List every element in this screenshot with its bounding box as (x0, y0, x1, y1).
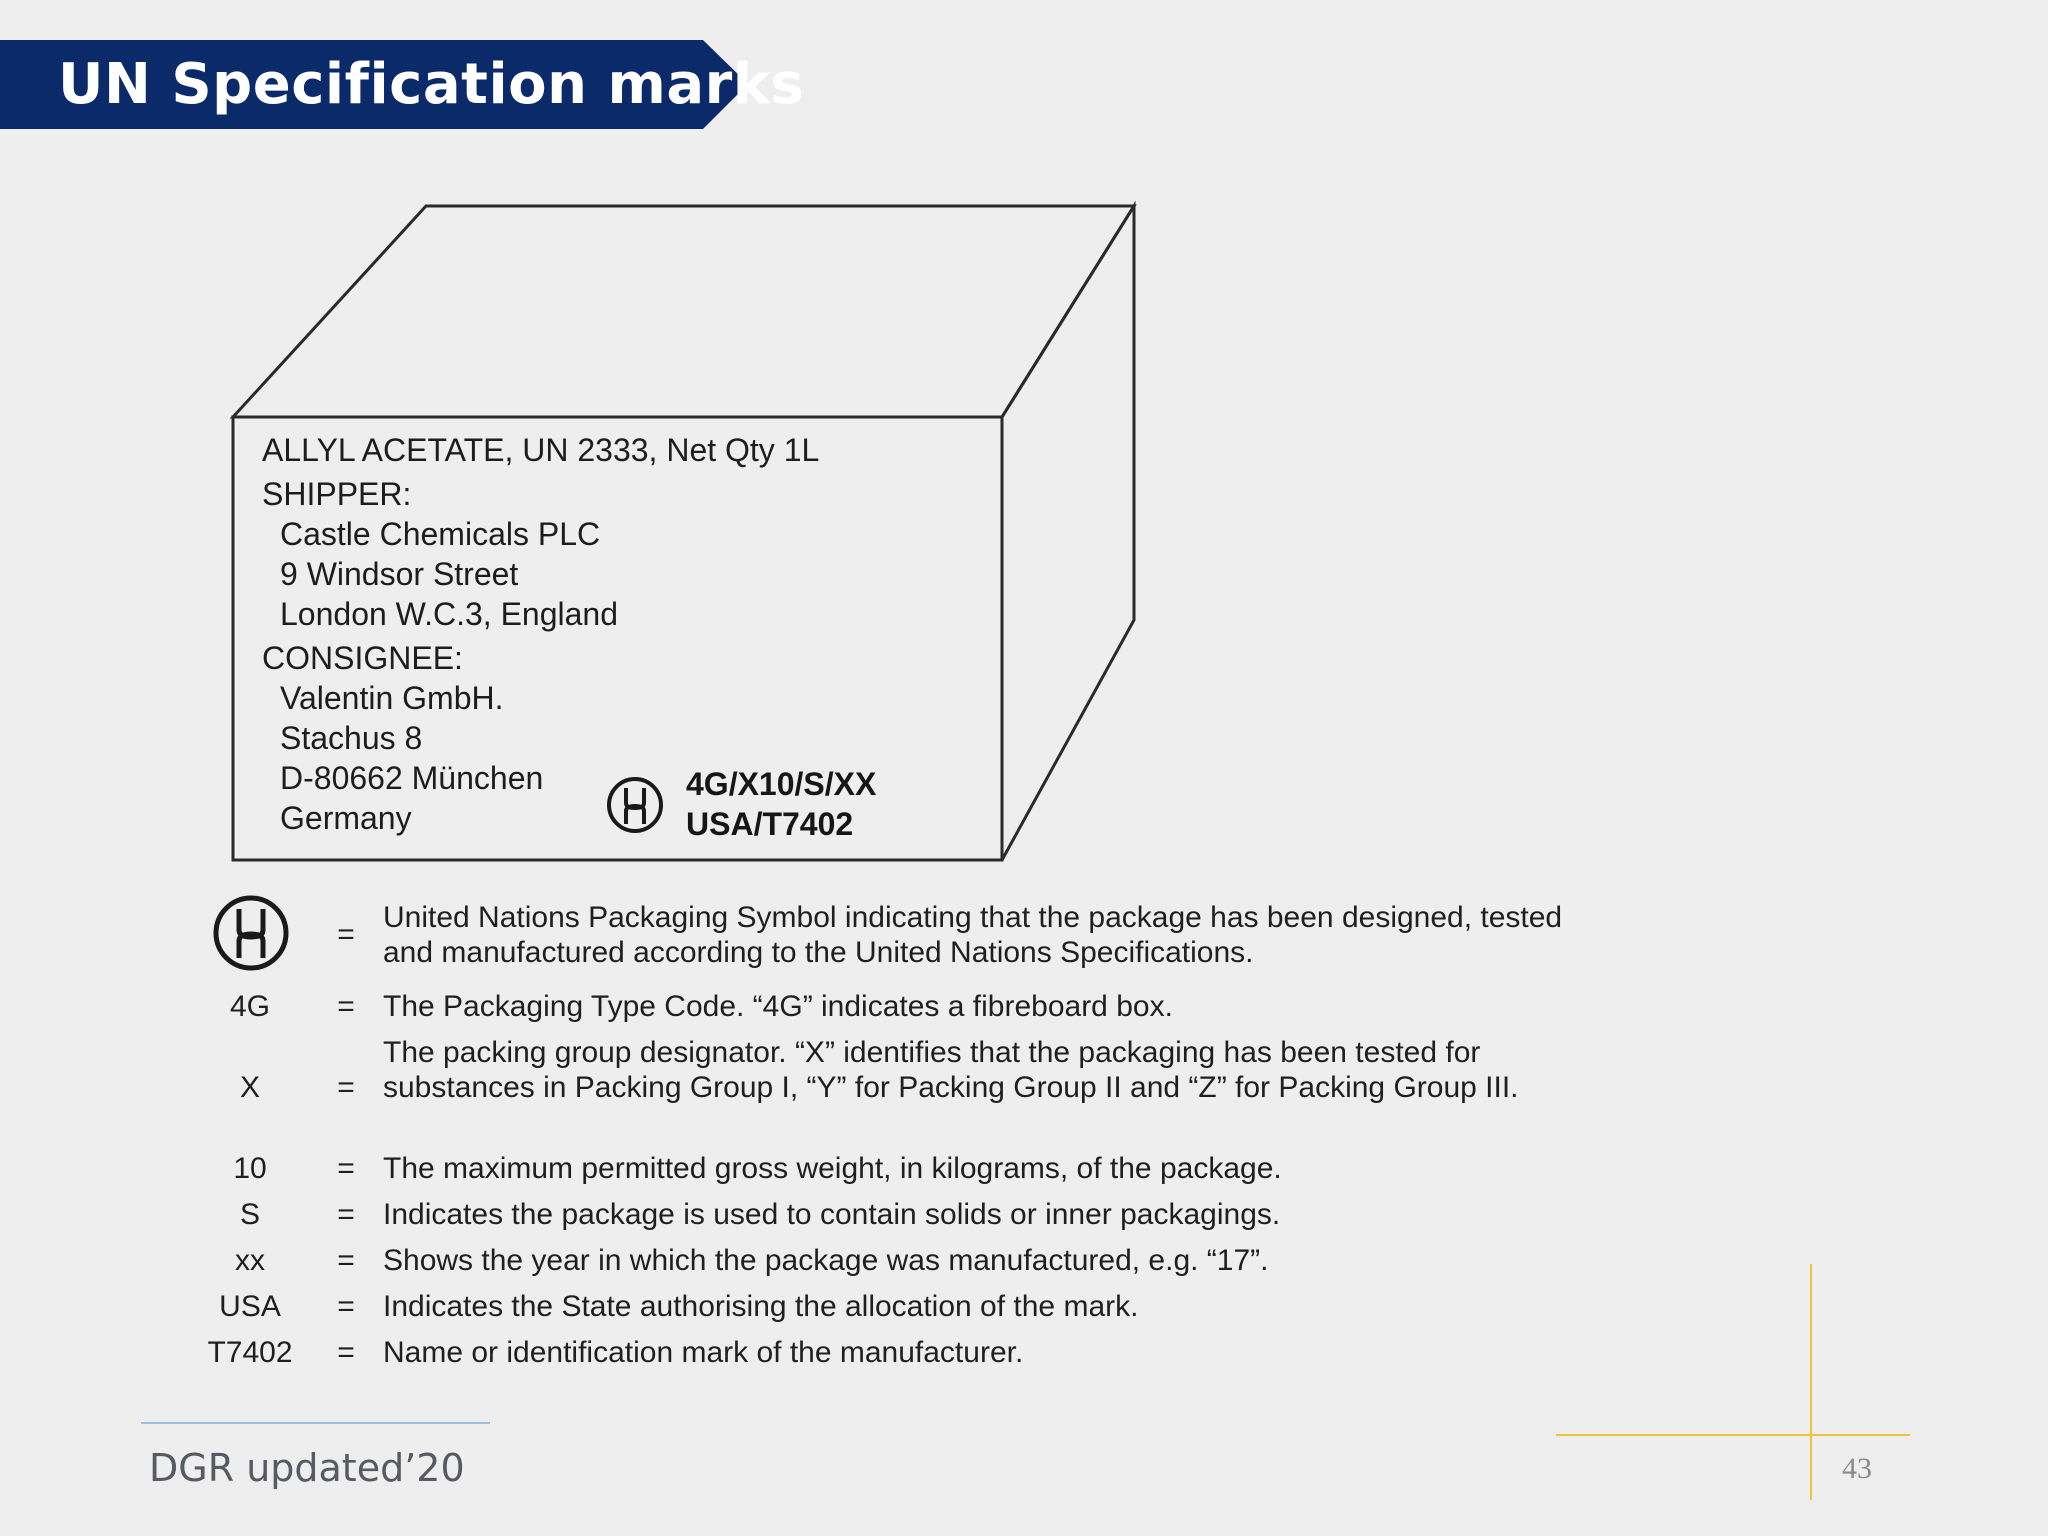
page-title: UN Specification marks (58, 52, 805, 117)
label-product-line: ALLYL ACETATE, UN 2333, Net Qty 1L (262, 432, 820, 468)
spec-mark-line-2: USA/T7402 (686, 806, 854, 842)
legend-description: United Nations Packaging Symbol indicating that the package has been designed, tested and manufactured according to the United Nations Specifications. (383, 901, 1563, 969)
un-packaging-symbol-icon (605, 775, 665, 835)
label-shipper-line: London W.C.3, England (280, 596, 619, 632)
legend-code: xx (235, 1244, 265, 1277)
legend-description: The packing group designator. “X” identifies that the packaging has been tested for substances in Packing Group I, “Y” for Packing Group II and “Z” for Packing Group III. (383, 1036, 1519, 1104)
label-consignee-line: Valentin GmbH. (280, 680, 504, 716)
spec-mark (686, 764, 876, 844)
legend-description: Name or identification mark of the manufacturer. (383, 1336, 1024, 1369)
label-consignee-heading: CONSIGNEE: (262, 640, 463, 676)
legend-code: S (239, 1198, 260, 1231)
legend-description: Indicates the package is used to contain solids or inner packagings. (383, 1198, 1281, 1231)
spec-mark-line-1: 4G/X10/S/XX (686, 766, 877, 802)
footer-text: DGR updated’20 (149, 1446, 465, 1490)
legend-equals: = (337, 918, 355, 951)
label-consignee-line: Stachus 8 (280, 720, 423, 756)
label-shipper-line: 9 Windsor Street (280, 556, 519, 592)
legend-description: Indicates the State authorising the allocation of the mark. (383, 1290, 1139, 1323)
label-shipper-heading: SHIPPER: (262, 476, 412, 512)
label-consignee-line: Germany (280, 800, 412, 836)
legend-description: Shows the year in which the package was manufactured, e.g. “17”. (383, 1244, 1269, 1277)
box-side-face (1002, 206, 1134, 860)
legend-equals: = (337, 1152, 355, 1185)
box-top-face (233, 206, 1134, 417)
legend-code: USA (219, 1290, 281, 1323)
un-packaging-symbol-icon (212, 894, 290, 972)
legend-code: 4G (229, 990, 271, 1023)
legend-description: The Packaging Type Code. “4G” indicates a fibreboard box. (383, 990, 1173, 1023)
legend-equals: = (337, 1290, 355, 1323)
page-number: 43 (1842, 1452, 1872, 1485)
legend-code: T7402 (207, 1336, 293, 1369)
legend-equals: = (337, 990, 355, 1023)
legend-equals: = (337, 1244, 355, 1277)
decorative-horizontal-line (1556, 1434, 1910, 1436)
legend-equals: = (337, 1198, 355, 1231)
legend-equals: = (337, 1071, 355, 1104)
legend-code: X (239, 1071, 260, 1104)
decorative-vertical-line (1810, 1264, 1812, 1500)
legend-code: 10 (233, 1152, 267, 1185)
footer-divider (141, 1422, 490, 1424)
legend-description: The maximum permitted gross weight, in kilograms, of the package. (383, 1152, 1282, 1185)
label-shipper-line: Castle Chemicals PLC (280, 516, 601, 552)
legend-equals: = (337, 1336, 355, 1369)
label-consignee-line: D-80662 München (280, 760, 544, 796)
